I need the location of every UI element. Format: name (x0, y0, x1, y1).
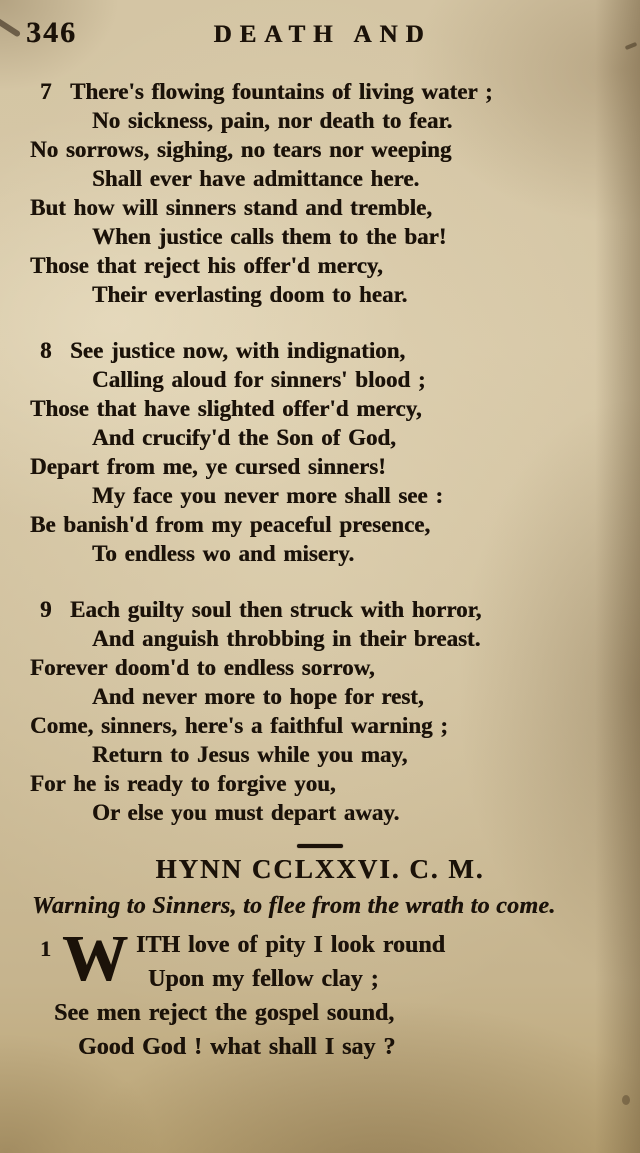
hymn-verse-1 (26, 922, 614, 1064)
verse-line: See justice now, with indignation, (70, 338, 406, 363)
verse-line: Upon my fellow clay ; (148, 966, 379, 992)
verse-8 (26, 336, 614, 568)
dropcap-lines (136, 928, 445, 996)
verse-line: No sickness, pain, nor death to fear. (92, 108, 453, 133)
section-divider (297, 844, 343, 848)
verse-line: Return to Jesus while you may, (92, 742, 408, 767)
verse-number: 8 (40, 338, 52, 363)
verse-line: No sorrows, sighing, no tears nor weeping (30, 137, 452, 162)
verse-line: Those that reject his offer'd mercy, (30, 253, 383, 278)
verse-line: And never more to hope for rest, (92, 684, 424, 709)
verse-line: Forever doom'd to endless sorrow, (30, 655, 375, 680)
verse-line: Or else you must depart away. (92, 800, 400, 825)
verse-line: For he is ready to forgive you, (30, 771, 336, 796)
running-header: DEATH AND (213, 21, 432, 48)
verse-line: Shall ever have admittance here. (92, 166, 420, 191)
verse-number: 9 (40, 597, 52, 622)
verse-line: Those that have slighted offer'd mercy, (30, 396, 422, 421)
verse-line: There's flowing fountains of living water ; (70, 79, 493, 104)
drop-cap: W (62, 922, 128, 995)
paper-stain (622, 1095, 630, 1105)
verse-line: When justice calls them to the bar! (92, 224, 447, 249)
verse-line: Calling aloud for sinners' blood ; (92, 367, 426, 392)
hymn-subtitle: Warning to Sinners, to flee from the wrath to come. (32, 893, 556, 919)
verse-line: Depart from me, ye cursed sinners! (30, 454, 386, 479)
verse-rest-lines (26, 996, 614, 1064)
verse-line: Be banish'd from my peaceful presence, (30, 512, 431, 537)
verse-line: ITH love of pity I look round (136, 932, 445, 958)
verse-number: 1 (40, 936, 51, 961)
verse-number: 7 (40, 79, 52, 104)
verse-line: My face you never more shall see : (92, 483, 444, 508)
page-header (26, 16, 614, 50)
verse-line: And crucify'd the Son of God, (92, 425, 396, 450)
verse-7 (26, 77, 614, 309)
verse-line: To endless wo and misery. (92, 541, 355, 566)
verse-line: See men reject the gospel sound, (54, 1000, 395, 1026)
paper-stain (0, 16, 21, 37)
verse-line: Good God ! what shall I say ? (78, 1034, 396, 1060)
verse-line: Come, sinners, here's a faithful warning ; (30, 713, 448, 738)
verse-line: Their everlasting doom to hear. (92, 282, 408, 307)
dropcap-row (26, 922, 614, 996)
hymn-heading: HYNN CCLXXVI. C. M. (155, 854, 485, 884)
verse-line: But how will sinners stand and tremble, (30, 195, 433, 220)
verse-9 (26, 595, 614, 827)
page-number: 346 (26, 16, 77, 49)
verse-line: And anguish throbbing in their breast. (92, 626, 481, 651)
paper-stain (625, 42, 638, 50)
verse-line: Each guilty soul then struck with horror, (70, 597, 482, 622)
